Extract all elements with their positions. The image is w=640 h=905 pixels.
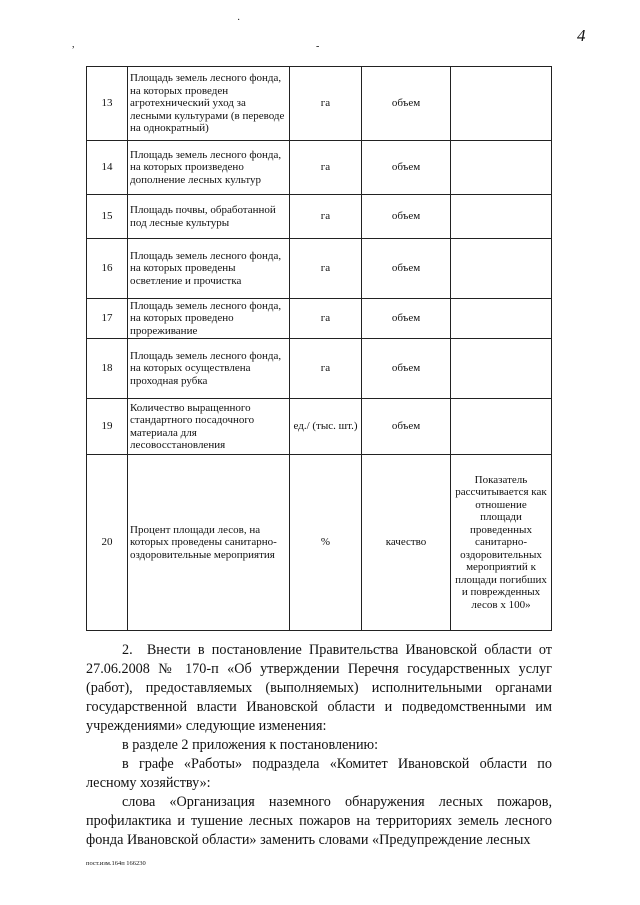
indicator-note bbox=[451, 195, 552, 239]
scan-dot: - bbox=[316, 41, 320, 52]
row-number: 19 bbox=[87, 399, 128, 455]
indicator-note bbox=[451, 239, 552, 299]
indicator-name: Процент площади лесов, на которых проведены санитарно-оздоровительные мероприятия bbox=[128, 455, 290, 631]
unit-of-measure: га bbox=[290, 67, 362, 141]
indicator-type: объем bbox=[362, 195, 451, 239]
row-number: 15 bbox=[87, 195, 128, 239]
unit-of-measure: га bbox=[290, 299, 362, 339]
services-table bbox=[86, 66, 552, 631]
indicator-note bbox=[451, 299, 552, 339]
body-text bbox=[86, 641, 552, 850]
row-number: 16 bbox=[87, 239, 128, 299]
row-number: 17 bbox=[87, 299, 128, 339]
indicator-name: Площадь земель лесного фонда, на которых проведено прореживание bbox=[128, 299, 290, 339]
paragraph-column: в графе «Работы» подраздела «Комитет Ивановской области по лесному хозяйству»: bbox=[86, 756, 552, 791]
table-row bbox=[87, 299, 552, 339]
paragraph-section: в разделе 2 приложения к постановлению: bbox=[122, 737, 379, 753]
scan-dot: , bbox=[72, 39, 75, 50]
row-number: 18 bbox=[87, 339, 128, 399]
indicator-type: объем bbox=[362, 339, 451, 399]
table-row bbox=[87, 67, 552, 141]
indicator-type: объем bbox=[362, 299, 451, 339]
page-number: 4 bbox=[577, 26, 586, 45]
indicator-name: Площадь земель лесного фонда, на которых осуществлена проходная рубка bbox=[128, 339, 290, 399]
table-row bbox=[87, 239, 552, 299]
indicator-name: Площадь земель лесного фонда, на которых произведено дополнение лесных культур bbox=[128, 141, 290, 195]
indicator-note bbox=[451, 67, 552, 141]
indicator-name: Количество выращенного стандартного посадочного материала для лесовосстановления bbox=[128, 399, 290, 455]
footer-code: пост.изм.164п 166230 bbox=[86, 860, 146, 867]
unit-of-measure: га bbox=[290, 339, 362, 399]
unit-of-measure: га bbox=[290, 195, 362, 239]
indicator-note bbox=[451, 399, 552, 455]
indicator-name: Площадь земель лесного фонда, на которых проведен агротехнический уход за лесными культурами (в переводе на однократный) bbox=[128, 67, 290, 141]
unit-of-measure: % bbox=[290, 455, 362, 631]
indicator-type: качество bbox=[362, 455, 451, 631]
indicator-name: Площадь почвы, обработанной под лесные культуры bbox=[128, 195, 290, 239]
table-row bbox=[87, 455, 552, 631]
indicator-type: объем bbox=[362, 399, 451, 455]
row-number: 13 bbox=[87, 67, 128, 141]
row-number: 20 bbox=[87, 455, 128, 631]
unit-of-measure: га bbox=[290, 141, 362, 195]
paragraph-words: слова «Организация наземного обнаружения лесных пожаров, профилактика и тушение лесных пожаров на территориях земель лесного фонда Ивановской области» заменить словами «Предупреждение лесных bbox=[86, 794, 552, 848]
paragraph-2: 2. Внести в постановление Правительства Ивановской области от 27.06.2008 № 170-п «Об утверждении Перечня государственных услуг (работ), предоставляемых (выполняемых) исполнительными органами государственной власти Ивановской области и подведомственными им учреждениями» следующие изменения: bbox=[86, 642, 552, 734]
unit-of-measure: га bbox=[290, 239, 362, 299]
indicator-type: объем bbox=[362, 141, 451, 195]
indicator-note: Показатель рассчитывается как отношение площади проведенных санитарно-оздоровительных мероприятий к площади погибших и поврежденных лесов х 100» bbox=[451, 455, 552, 631]
table-row bbox=[87, 141, 552, 195]
unit-of-measure: ед./ (тыс. шт.) bbox=[290, 399, 362, 455]
row-number: 14 bbox=[87, 141, 128, 195]
indicator-type: объем bbox=[362, 67, 451, 141]
table-row bbox=[87, 339, 552, 399]
indicator-note bbox=[451, 339, 552, 399]
scan-dot: · bbox=[237, 15, 241, 26]
table-row bbox=[87, 195, 552, 239]
indicator-type: объем bbox=[362, 239, 451, 299]
table-row bbox=[87, 399, 552, 455]
indicator-name: Площадь земель лесного фонда, на которых проведены осветление и прочистка bbox=[128, 239, 290, 299]
indicator-note bbox=[451, 141, 552, 195]
